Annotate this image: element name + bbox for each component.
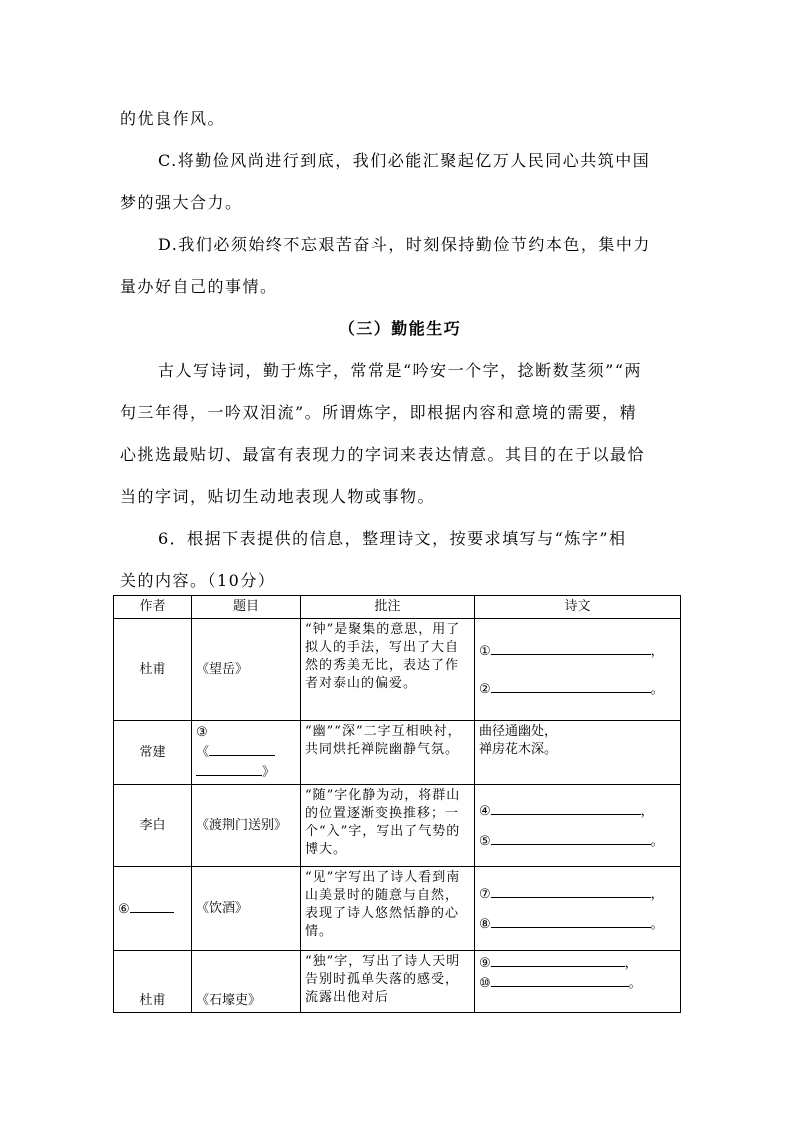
title-cell: 《饮酒》 [192,867,301,951]
table-row [114,785,681,867]
header-title: 题目 [192,596,301,619]
author-cell: 常建 [114,721,192,785]
bracket: 《 [196,744,210,760]
table-header-row [114,596,681,619]
punctuation: ， [640,803,654,819]
header-note: 批注 [301,596,475,619]
blank-number: ⑧ [479,916,491,932]
question-6-line-1: 6．根据下表提供的信息，整理诗文，按要求填写与“炼字”相 [158,529,627,548]
blank-number: ⑩ [479,976,491,991]
answer-blank[interactable] [491,641,651,655]
answer-blank[interactable] [491,884,651,898]
blank-number: ② [479,681,491,697]
answer-blank[interactable] [491,953,625,967]
answer-blank[interactable] [491,801,641,815]
punctuation: ， [650,886,664,902]
poem-cell [475,785,681,867]
answer-blank[interactable] [209,742,275,756]
poem-line: 禅房花木深。 [479,742,558,757]
blank-number: ⑤ [479,833,491,849]
question-6-line-2: 关的内容。（10分） [120,571,276,590]
bracket: 》 [262,764,276,780]
note-cell: “随”字化静为动，将群山的位置逐渐变换推移；一个“入”字，写出了气势的博大。 [301,785,475,867]
punctuation: 。 [650,916,664,932]
answer-blank[interactable] [196,762,262,776]
table-row [114,721,681,785]
note-cell: “钟”是聚集的意思，用了拟人的手法，写出了大自然的秀美无比，表达了作者对泰山的偏爱。 [301,619,475,721]
intro-line-2: 句三年得，一吟双泪流”。所谓炼字，即根据内容和意境的需要，精 [120,403,638,422]
answer-blank[interactable] [130,899,174,913]
note-cell: “幽”“深”二字互相映衬，共同烘托禅院幽静气氛。 [301,721,475,785]
intro-line-1: 古人写诗词，勤于炼字，常常是“吟安一个字，捻断数茎须”“两 [158,361,643,380]
answer-blank[interactable] [491,679,651,693]
intro-line-4: 当的字词，贴切生动地表现人物或事物。 [120,487,436,506]
blank-number: ⑦ [479,886,491,902]
author-cell [114,867,192,951]
answer-blank[interactable] [491,914,651,928]
note-cell: “独”字，写出了诗人天明告别时孤单失落的感受，流露出他对后 [301,951,475,1013]
blank-number: ⑥ [118,901,130,917]
title-cell: 《渡荆门送别》 [192,785,301,867]
author-cell: 李白 [114,785,192,867]
option-c-line-2: 梦的强大合力。 [120,193,243,212]
blank-number: ③ [196,724,208,740]
poem-cell [475,867,681,951]
answer-blank[interactable] [491,973,629,987]
title-cell: 《石壕吏》 [192,951,301,1013]
header-poem: 诗文 [475,596,681,619]
table-row [114,951,681,1013]
poem-table [113,595,681,1013]
note-cell: “见”字写出了诗人看到南山美景时的随意与自然，表现了诗人悠然恬静的心情。 [301,867,475,951]
option-c-line-1: C.将勤俭风尚进行到底，我们必能汇聚起亿万人民同心共筑中国 [158,151,651,170]
punctuation: 。 [628,976,642,991]
blank-number: ⑨ [479,956,491,971]
punctuation: ， [650,643,664,659]
answer-blank[interactable] [491,831,651,845]
punctuation: 。 [650,681,664,697]
section-heading: （三）勤能生巧 [338,319,462,338]
author-cell: 杜甫 [114,619,192,721]
option-d-line-2: 量办好自己的事情。 [120,277,278,296]
punctuation: 。 [650,833,664,849]
table-row [114,619,681,721]
poem-line: 曲径通幽处， [479,724,558,739]
punctuation: ， [624,956,638,971]
table-row [114,867,681,951]
blank-number: ④ [479,803,491,819]
intro-line-3: 心挑选最贴切、最富有表现力的字词来表达情意。其目的在于以最恰 [120,445,646,464]
poem-cell [475,721,681,785]
author-cell: 杜甫 [114,951,192,1013]
title-cell [192,721,301,785]
blank-number: ① [479,643,491,659]
option-d-line-1: D.我们必须始终不忘艰苦奋斗，时刻保持勤俭节约本色，集中力 [158,235,651,254]
header-author: 作者 [114,596,192,619]
title-cell: 《望岳》 [192,619,301,721]
poem-cell [475,951,681,1013]
poem-cell [475,619,681,721]
paragraph-line: 的优良作风。 [120,109,226,128]
